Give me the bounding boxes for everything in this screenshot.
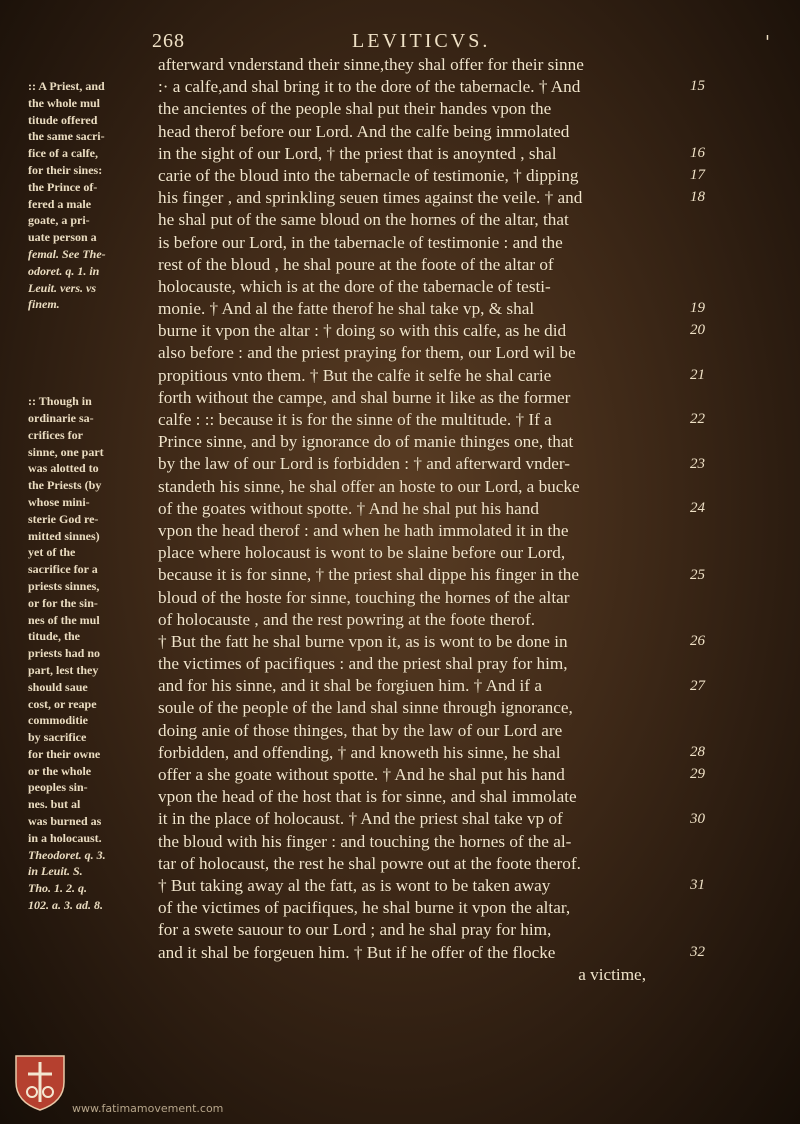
text-line: standeth his sinne, he shal offer an hoste to our Lord, a bucke xyxy=(158,476,580,496)
verse-number: 27 xyxy=(690,677,705,694)
margin-note-line: femal. See The- xyxy=(28,246,106,261)
text-line: monie. † And al the fatte therof he shal take vp, & shal xyxy=(158,299,535,319)
verse-number: 31 xyxy=(690,877,705,894)
text-line: place where holocaust is wont to be slaine before our Lord, xyxy=(158,543,566,563)
margin-note-line: mitted sinnes) xyxy=(28,528,100,543)
text-line: his finger , and sprinkling seuen times against the veile. † and xyxy=(158,188,583,208)
margin-note-line: priests sinnes, xyxy=(28,578,100,593)
text-line: Prince sinne, and by ignorance do of manie thinges one, that xyxy=(158,432,574,452)
verse-number: 28 xyxy=(690,744,705,761)
text-line: burne it vpon the altar : † doing so with this calfe, as he did xyxy=(158,321,567,341)
text-line: vpon the head therof : and when he hath immolated it in the xyxy=(158,520,569,540)
margin-note-line: Leuit. vers. vs xyxy=(28,280,96,295)
margin-note-line: nes of the mul xyxy=(28,612,100,627)
verse-number-column xyxy=(690,0,730,1124)
verse-number: 23 xyxy=(690,455,705,472)
text-line: afterward vnderstand their sinne,they shal offer for their sinne xyxy=(158,55,584,74)
text-line: bloud of the hoste for sinne, touching the hornes of the altar xyxy=(158,587,570,607)
verse-number: 21 xyxy=(690,366,705,383)
margin-note-group-2 xyxy=(28,393,158,914)
margin-note-line: titude offered xyxy=(28,112,98,127)
margin-note-line: was alotted to xyxy=(28,461,99,476)
verse-number: 25 xyxy=(690,566,705,583)
verse-number: 20 xyxy=(690,322,705,339)
margin-note-line: the Priests (by xyxy=(28,478,102,493)
margin-note-line: titude, the xyxy=(28,629,80,644)
margin-note-line: the whole mul xyxy=(28,95,100,110)
text-line: he shal put of the same bloud on the hornes of the altar, that xyxy=(158,210,569,230)
margin-note-line: the Prince of- xyxy=(28,179,98,194)
margin-note-line: 102. a. 3. ad. 8. xyxy=(28,898,103,913)
verse-number: 15 xyxy=(690,78,705,95)
text-line: doing anie of those thinges, that by the law of our Lord are xyxy=(158,720,563,740)
text-line: calfe : :: because it is for the sinne of the multitude. † If a xyxy=(158,410,552,429)
margin-note-line: Theodoret. q. 3. xyxy=(28,847,106,862)
text-line: rest of the bloud , he shal poure at the foote of the altar of xyxy=(158,254,554,274)
verse-number: 26 xyxy=(690,633,705,650)
text-line: the ancientes of the people shal put their handes vpon the xyxy=(158,99,552,119)
margin-note-line: sacrifice for a xyxy=(28,562,98,577)
margin-note-line: fered a male xyxy=(28,196,92,211)
text-line: by the law of our Lord is forbidden : † and afterward vnder- xyxy=(158,454,571,474)
main-text-column xyxy=(158,54,710,986)
margin-note-line: was burned as xyxy=(28,814,102,829)
margin-note-line: odoret. q. 1. in xyxy=(28,263,100,278)
text-line: carie of the bloud into the tabernacle of testimonie, † dipping xyxy=(158,165,579,185)
margin-note-line: :: A Priest, and xyxy=(28,79,105,93)
text-line: offer a she goate without spotte. † And he shal put his hand xyxy=(158,765,565,784)
coat-of-arms-emblem xyxy=(12,1052,68,1112)
text-line: for a swete sauour to our Lord ; and he shal pray for him, xyxy=(158,920,552,940)
margin-note-line: yet of the xyxy=(28,545,76,560)
margin-note-line: :: Though in xyxy=(28,394,92,409)
text-line: :· a calfe,and shal bring it to the dore of the tabernacle. † And xyxy=(158,77,581,97)
text-line: the bloud with his finger : and touching the hornes of the al- xyxy=(158,831,572,851)
margin-note-line: in Leuit. S. xyxy=(28,864,83,879)
verse-number: 24 xyxy=(690,500,705,516)
margin-note-line: uate person a xyxy=(28,230,97,245)
margin-note-line: whose mini- xyxy=(28,494,90,509)
text-line: † But taking away al the fatt, as is wont to be taken away xyxy=(158,875,551,895)
margin-note-line: or the whole xyxy=(28,763,92,778)
margin-notes-column xyxy=(28,78,158,914)
text-line: forbidden, and offending, † and knoweth his sinne, he shal xyxy=(158,742,561,762)
margin-note-line: goate, a pri- xyxy=(28,213,90,228)
corner-mark: ' xyxy=(765,32,770,53)
margin-note-line: commoditie xyxy=(28,713,88,728)
verse-number: 29 xyxy=(690,766,705,783)
margin-note-line: in a holocaust. xyxy=(28,830,102,845)
text-line: in the sight of our Lord, † the priest that is anoynted , shal xyxy=(158,143,557,163)
text-line: † But the fatt he shal burne vpon it, as is wont to be done in xyxy=(158,631,568,651)
margin-note-line: fice of a calfe, xyxy=(28,146,98,161)
text-line: because it is for sinne, † the priest shal dippe his finger in the xyxy=(158,565,579,585)
text-line: soule of the people of the land shal sinne through ignorance, xyxy=(158,698,573,718)
text-line: propitious vnto them. † But the calfe it selfe he shal carie xyxy=(158,365,552,385)
verse-number: 17 xyxy=(690,167,705,183)
running-title: LEVITICVS. xyxy=(352,30,491,52)
text-line: is before our Lord, in the tabernacle of testimonie : and the xyxy=(158,232,563,252)
margin-note-line: cost, or reape xyxy=(28,696,97,711)
text-line: and for his sinne, and it shal be forgiuen him. † And if a xyxy=(158,676,542,696)
margin-note-line: Tho. 1. 2. q. xyxy=(28,881,88,896)
text-line: head therof before our Lord. And the calfe being immolated xyxy=(158,121,570,141)
verse-number: 32 xyxy=(690,944,705,960)
margin-note-line: should saue xyxy=(28,679,88,694)
margin-note-line: sterie God re- xyxy=(28,511,99,526)
margin-note-line: crifices for xyxy=(28,427,83,442)
text-line: vpon the head of the host that is for sinne, and shal immolate xyxy=(158,787,577,807)
text-line: a victime, xyxy=(578,964,646,984)
verse-number: 30 xyxy=(690,810,705,827)
margin-note-line: the same sacri- xyxy=(28,129,105,144)
text-line: and it shal be forgeuen him. † But if he offer of the flocke xyxy=(158,942,556,962)
footer-url: www.fatimamovement.com xyxy=(72,1102,224,1115)
margin-note-line: ordinarie sa- xyxy=(28,410,94,425)
margin-note-group-1 xyxy=(28,78,158,313)
margin-note-line: by sacrifice xyxy=(28,730,87,745)
margin-note-line: for their sines: xyxy=(28,162,103,177)
verse-number: 22 xyxy=(690,411,705,428)
margin-note-line: priests had no xyxy=(28,646,101,661)
text-line: tar of holocaust, the rest he shal powre out at the foote therof. xyxy=(158,853,581,873)
text-line: the victimes of pacifiques : and the priest shal pray for him, xyxy=(158,654,568,674)
margin-note-line: or for the sin- xyxy=(28,595,98,610)
text-line: of holocauste , and the rest powring at the foote therof. xyxy=(158,609,536,629)
text-line: also before : and the priest praying for them, our Lord wil be xyxy=(158,343,576,363)
margin-note-line: finem. xyxy=(28,297,60,312)
text-line: holocauste, which is at the dore of the tabernacle of testi- xyxy=(158,276,551,296)
verse-number: 19 xyxy=(690,300,705,317)
text-line: it in the place of holocaust. † And the priest shal take vp of xyxy=(158,809,563,829)
text-line: forth without the campe, and shal burne it like as the former xyxy=(158,387,571,407)
margin-note-line: for their owne xyxy=(28,746,101,761)
margin-note-line: peoples sin- xyxy=(28,780,88,795)
margin-note-line: part, lest they xyxy=(28,662,99,677)
margin-note-line: nes. but al xyxy=(28,797,81,812)
verse-number: 16 xyxy=(690,144,705,161)
text-line: of the goates without spotte. † And he shal put his hand xyxy=(158,498,539,518)
margin-note-line: sinne, one part xyxy=(28,444,104,459)
verse-number: 18 xyxy=(690,189,705,206)
text-line: of the victimes of pacifiques, he shal burne it vpon the altar, xyxy=(158,898,571,918)
page-number: 268 xyxy=(152,30,185,52)
